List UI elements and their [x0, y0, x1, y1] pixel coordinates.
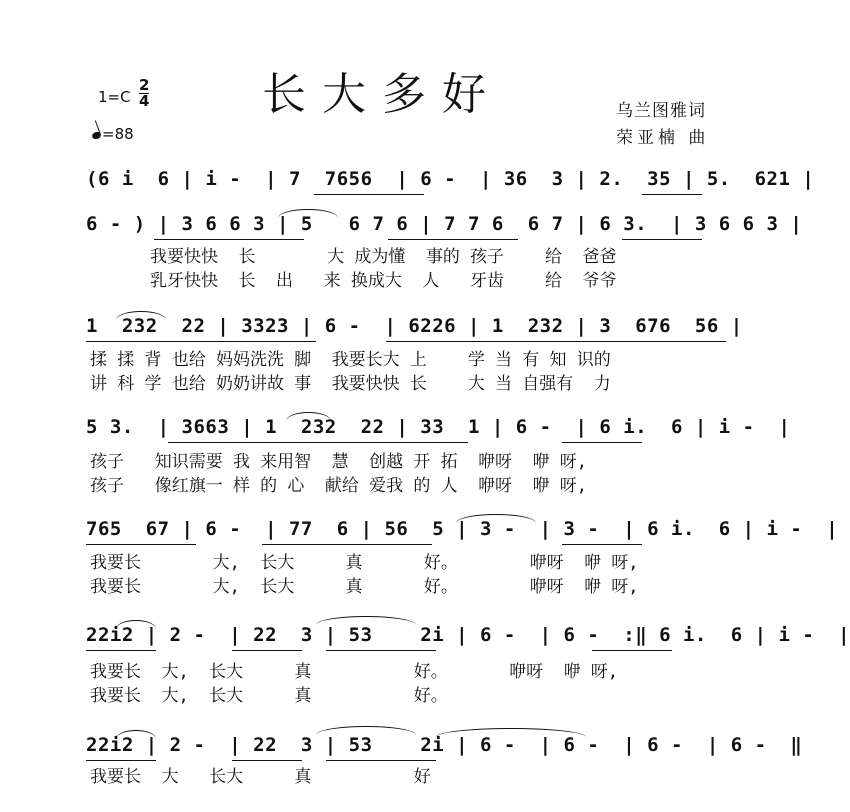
- slur: [116, 311, 166, 320]
- notes-line-4: 5 3. | 3663 | 1 232 22 | 33 1 | 6 - | 6 i. 6 | i - |: [86, 416, 791, 438]
- song-title: 长大多好: [262, 69, 502, 120]
- key-signature: 1=C: [98, 88, 131, 106]
- beam: [86, 760, 156, 761]
- composer-credit: 荣亚楠 曲: [616, 128, 710, 148]
- beam: [622, 239, 702, 240]
- beam: [388, 239, 518, 240]
- lyric-line-4-verse-2: 孩子 像红旗一 样 的 心 献给 爱我 的 人 咿呀 咿 呀,: [90, 476, 587, 496]
- slur: [316, 726, 416, 735]
- score-line-1: [86, 168, 815, 196]
- notes-line-2: 6 - ) | 3 6 6 3 | 5 6 7 6 | 7 7 6 6 7 | 6 3. | 3 6 6 3 |: [86, 213, 803, 235]
- slur: [278, 209, 338, 218]
- notes-line-5: 765 67 | 6 - | 77 6 | 56 5 | 3 - | 3 - | 6 i. 6 | i - |: [86, 518, 839, 540]
- tempo-value: =88: [102, 125, 134, 143]
- lyricist-credit: 乌兰图雅词: [616, 101, 706, 121]
- lyric-line-7-verse-1: 我要长 大 长大 真 好: [90, 767, 431, 787]
- slur: [116, 620, 156, 629]
- slur: [286, 412, 331, 421]
- beam: [562, 442, 642, 443]
- lyric-line-6-verse-1: 我要长 大, 长大 真 好。 咿呀 咿 呀,: [90, 662, 619, 682]
- tempo-marking: [92, 125, 134, 143]
- score-line-2: [86, 213, 803, 241]
- lyric-line-3-verse-1: 揉 揉 背 也给 妈妈洗洗 脚 我要长大 上 学 当 有 知 识的: [90, 350, 611, 370]
- score-line-4: [86, 416, 791, 444]
- beam: [326, 760, 436, 761]
- time-signature: [139, 78, 149, 109]
- lyric-line-7-clipped: [90, 762, 510, 787]
- time-signature-bottom: 4: [139, 92, 150, 110]
- lyric-line-3-verse-2: 讲 科 学 也给 奶奶讲故 事 我要快快 长 大 当 自强有 力: [90, 374, 611, 394]
- slur: [456, 514, 536, 523]
- slur: [316, 616, 416, 625]
- beam: [86, 544, 196, 545]
- beam: [314, 194, 424, 195]
- notes-line-1: (6 i 6 | i - | 7 7656 | 6 - | 36 3 | 2. 35 | 5. 621 |: [86, 168, 815, 190]
- beam: [562, 544, 642, 545]
- slur: [436, 728, 586, 737]
- beam: [232, 650, 302, 651]
- notes-line-6: 22i2 | 2 - | 22 3 | 53 2i | 6 - | 6 - :‖ 6 i. 6 | i - |: [86, 624, 850, 646]
- beam: [262, 544, 432, 545]
- beam: [592, 650, 672, 651]
- score-line-6: [86, 624, 850, 652]
- beam: [86, 341, 316, 342]
- lyric-line-5-verse-2: 我要长 大, 长大 真 好。 咿呀 咿 呀,: [90, 577, 639, 597]
- notes-line-3: 1 232 22 | 3323 | 6 - | 6226 | 1 232 | 3 676 56 |: [86, 315, 743, 337]
- slur: [116, 730, 156, 739]
- score-line-7: [86, 734, 803, 762]
- beam: [386, 341, 726, 342]
- beam: [86, 650, 156, 651]
- time-signature-top: 2: [139, 76, 150, 94]
- score-line-5: [86, 518, 839, 546]
- beam: [168, 442, 468, 443]
- lyric-line-2-verse-1: 我要快快 长 大 成为懂 事的 孩子 给 爸爸: [150, 247, 617, 267]
- lyric-line-4-verse-1: 孩子 知识需要 我 来用智 慧 创越 开 拓 咿呀 咿 呀,: [90, 452, 587, 472]
- notes-line-7: 22i2 | 2 - | 22 3 | 53 2i | 6 - | 6 - | 6 - | 6 - ‖: [86, 734, 803, 756]
- beam: [154, 239, 304, 240]
- lyric-line-5-verse-1: 我要长 大, 长大 真 好。 咿呀 咿 呀,: [90, 553, 639, 573]
- beam: [326, 650, 436, 651]
- beam: [232, 760, 302, 761]
- score-line-3: [86, 315, 743, 343]
- quarter-note-icon: [91, 131, 102, 141]
- lyric-line-6-verse-2: 我要长 大, 长大 真 好。: [90, 686, 448, 706]
- lyric-line-2-verse-2: 乳牙快快 长 出 来 换成大 人 牙齿 给 爷爷: [150, 271, 617, 291]
- beam: [642, 194, 702, 195]
